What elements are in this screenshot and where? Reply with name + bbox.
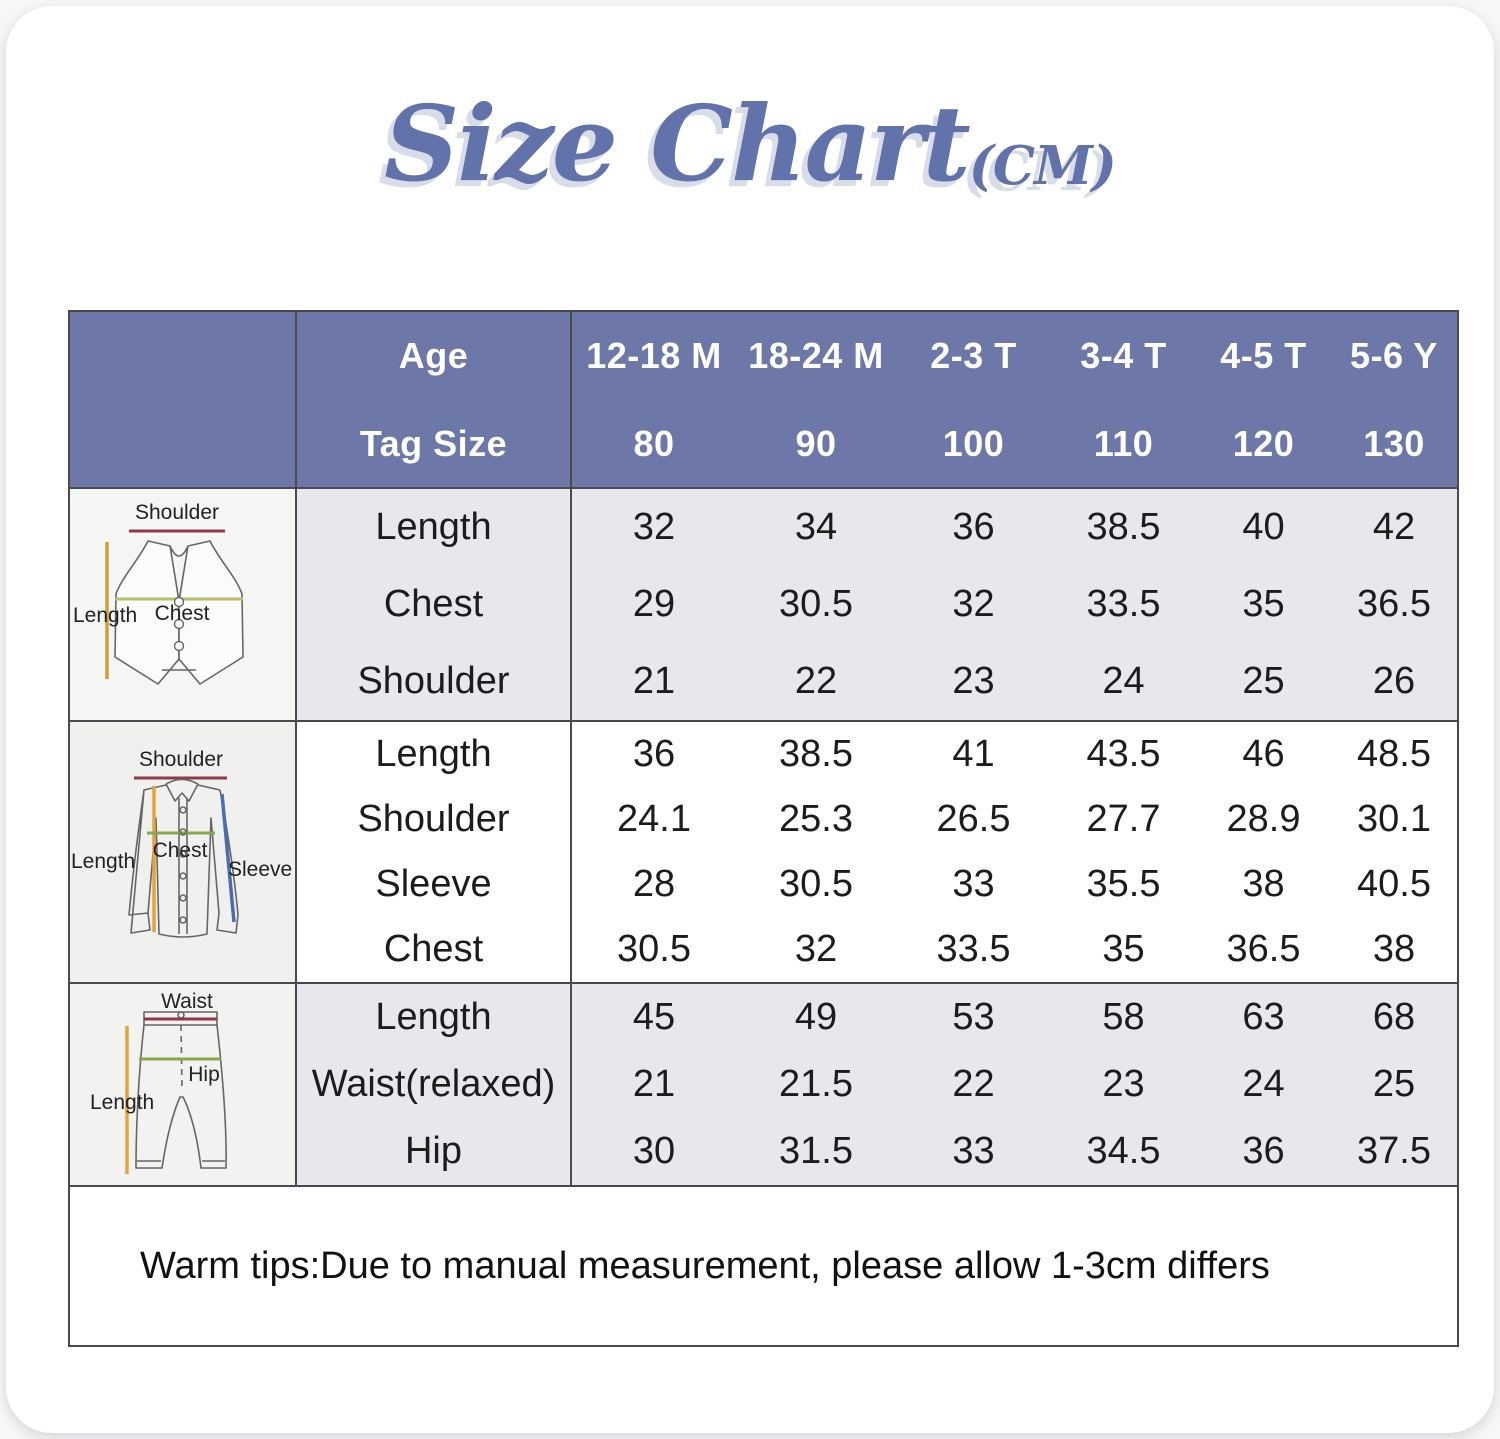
size-value: 23 bbox=[896, 643, 1051, 721]
pants-outline bbox=[136, 1012, 226, 1168]
size-value: 25.3 bbox=[736, 787, 896, 852]
size-value: 30.5 bbox=[736, 852, 896, 917]
size-value: 36.5 bbox=[1196, 917, 1331, 983]
size-value: 40 bbox=[1196, 488, 1331, 566]
size-value: 35 bbox=[1196, 566, 1331, 643]
title-text: Size Chart bbox=[384, 82, 969, 205]
size-value: 27.7 bbox=[1051, 787, 1196, 852]
size-value: 40.5 bbox=[1331, 852, 1458, 917]
size-value: 38 bbox=[1331, 917, 1458, 983]
size-value: 33 bbox=[896, 1118, 1051, 1186]
table-row bbox=[69, 1186, 1458, 1346]
size-value: 49 bbox=[736, 983, 896, 1051]
size-value: 30 bbox=[571, 1118, 736, 1186]
size-value: 32 bbox=[571, 488, 736, 566]
age-value: 4-5 T bbox=[1196, 311, 1331, 400]
tag-size-value: 110 bbox=[1051, 400, 1196, 488]
size-value: 28 bbox=[571, 852, 736, 917]
size-value: 45 bbox=[571, 983, 736, 1051]
age-value: 18-24 M bbox=[736, 311, 896, 400]
size-value: 34.5 bbox=[1051, 1118, 1196, 1186]
page-title bbox=[0, 74, 1500, 214]
size-value: 32 bbox=[896, 566, 1051, 643]
vest-section bbox=[69, 488, 1458, 721]
size-value: 25 bbox=[1331, 1051, 1458, 1118]
size-value: 26 bbox=[1331, 643, 1458, 721]
tag-size-header: Tag Size bbox=[296, 400, 571, 488]
title-unit: (CM) bbox=[968, 135, 1116, 197]
shirt-diagram bbox=[70, 722, 297, 982]
size-value: 26.5 bbox=[896, 787, 1051, 852]
shirt-shoulder-label: Shoulder bbox=[138, 748, 224, 771]
size-value: 43.5 bbox=[1051, 721, 1196, 787]
size-value: 32 bbox=[736, 917, 896, 983]
size-value: 37.5 bbox=[1331, 1118, 1458, 1186]
tag-size-value: 120 bbox=[1196, 400, 1331, 488]
row-label: Length bbox=[296, 721, 571, 787]
vest-diagram-cell bbox=[69, 488, 296, 721]
size-value: 42 bbox=[1331, 488, 1458, 566]
size-value: 23 bbox=[1051, 1051, 1196, 1118]
size-value: 33.5 bbox=[896, 917, 1051, 983]
header-row-age bbox=[69, 311, 1458, 400]
tag-size-value: 100 bbox=[896, 400, 1051, 488]
size-value: 34 bbox=[736, 488, 896, 566]
size-value: 63 bbox=[1196, 983, 1331, 1051]
age-value: 3-4 T bbox=[1051, 311, 1196, 400]
size-value: 35 bbox=[1051, 917, 1196, 983]
size-value: 30.1 bbox=[1331, 787, 1458, 852]
size-value: 68 bbox=[1331, 983, 1458, 1051]
size-value: 36 bbox=[1196, 1118, 1331, 1186]
size-value: 24 bbox=[1051, 643, 1196, 721]
pants-hip-label: Hip bbox=[188, 1063, 220, 1086]
size-value: 28.9 bbox=[1196, 787, 1331, 852]
vest-length-label: Length bbox=[73, 604, 138, 627]
row-label: Shoulder bbox=[296, 787, 571, 852]
size-value: 38 bbox=[1196, 852, 1331, 917]
size-value: 35.5 bbox=[1051, 852, 1196, 917]
size-value: 38.5 bbox=[736, 721, 896, 787]
size-value: 41 bbox=[896, 721, 1051, 787]
age-value: 2-3 T bbox=[896, 311, 1051, 400]
size-value: 46 bbox=[1196, 721, 1331, 787]
row-label: Length bbox=[296, 488, 571, 566]
size-value: 36 bbox=[896, 488, 1051, 566]
size-value: 58 bbox=[1051, 983, 1196, 1051]
pants-length-label: Length bbox=[90, 1091, 155, 1114]
age-value: 5-6 Y bbox=[1331, 311, 1458, 400]
row-label: Shoulder bbox=[296, 643, 571, 721]
shirt-chest-label: Chest bbox=[152, 839, 208, 862]
size-value: 22 bbox=[736, 643, 896, 721]
row-label: Hip bbox=[296, 1118, 571, 1186]
age-value: 12-18 M bbox=[571, 311, 736, 400]
size-value: 48.5 bbox=[1331, 721, 1458, 787]
tag-size-value: 90 bbox=[736, 400, 896, 488]
size-value: 21 bbox=[571, 1051, 736, 1118]
size-value: 53 bbox=[896, 983, 1051, 1051]
size-value: 31.5 bbox=[736, 1118, 896, 1186]
shirt-diagram-cell bbox=[69, 721, 296, 983]
row-label: Chest bbox=[296, 917, 571, 983]
row-label: Length bbox=[296, 983, 571, 1051]
vest-diagram bbox=[70, 489, 297, 720]
shirt-section bbox=[69, 721, 1458, 983]
size-value: 36.5 bbox=[1331, 566, 1458, 643]
header-corner-cell bbox=[69, 311, 296, 488]
size-table bbox=[68, 310, 1459, 1347]
pants-waist-label: Waist bbox=[161, 990, 213, 1013]
table-row bbox=[69, 983, 1458, 1051]
size-value: 22 bbox=[896, 1051, 1051, 1118]
shirt-length-label: Length bbox=[71, 850, 136, 873]
shirt-sleeve-label: Sleeve bbox=[228, 858, 293, 881]
size-value: 29 bbox=[571, 566, 736, 643]
size-value: 24 bbox=[1196, 1051, 1331, 1118]
vest-shoulder-label: Shoulder bbox=[134, 501, 220, 524]
table-row bbox=[69, 488, 1458, 566]
shirt-buttons bbox=[180, 807, 186, 923]
pants-diagram-cell bbox=[69, 983, 296, 1186]
row-label: Waist(relaxed) bbox=[296, 1051, 571, 1118]
size-value: 30.5 bbox=[571, 917, 736, 983]
row-label: Chest bbox=[296, 566, 571, 643]
size-value: 24.1 bbox=[571, 787, 736, 852]
size-value: 36 bbox=[571, 721, 736, 787]
size-value: 21.5 bbox=[736, 1051, 896, 1118]
pants-diagram bbox=[70, 984, 297, 1185]
row-label: Sleeve bbox=[296, 852, 571, 917]
table-row bbox=[69, 721, 1458, 787]
age-header: Age bbox=[296, 311, 571, 400]
tag-size-value: 130 bbox=[1331, 400, 1458, 488]
size-value: 33.5 bbox=[1051, 566, 1196, 643]
size-value: 38.5 bbox=[1051, 488, 1196, 566]
size-value: 33 bbox=[896, 852, 1051, 917]
size-value: 30.5 bbox=[736, 566, 896, 643]
footnote-section bbox=[69, 1186, 1458, 1346]
size-value: 21 bbox=[571, 643, 736, 721]
vest-chest-label: Chest bbox=[154, 602, 210, 625]
pants-section bbox=[69, 983, 1458, 1186]
table-header bbox=[69, 311, 1458, 488]
tag-size-value: 80 bbox=[571, 400, 736, 488]
size-value: 25 bbox=[1196, 643, 1331, 721]
warm-tips-note: Warm tips:Due to manual measurement, please allow 1-3cm differs bbox=[69, 1186, 1458, 1346]
